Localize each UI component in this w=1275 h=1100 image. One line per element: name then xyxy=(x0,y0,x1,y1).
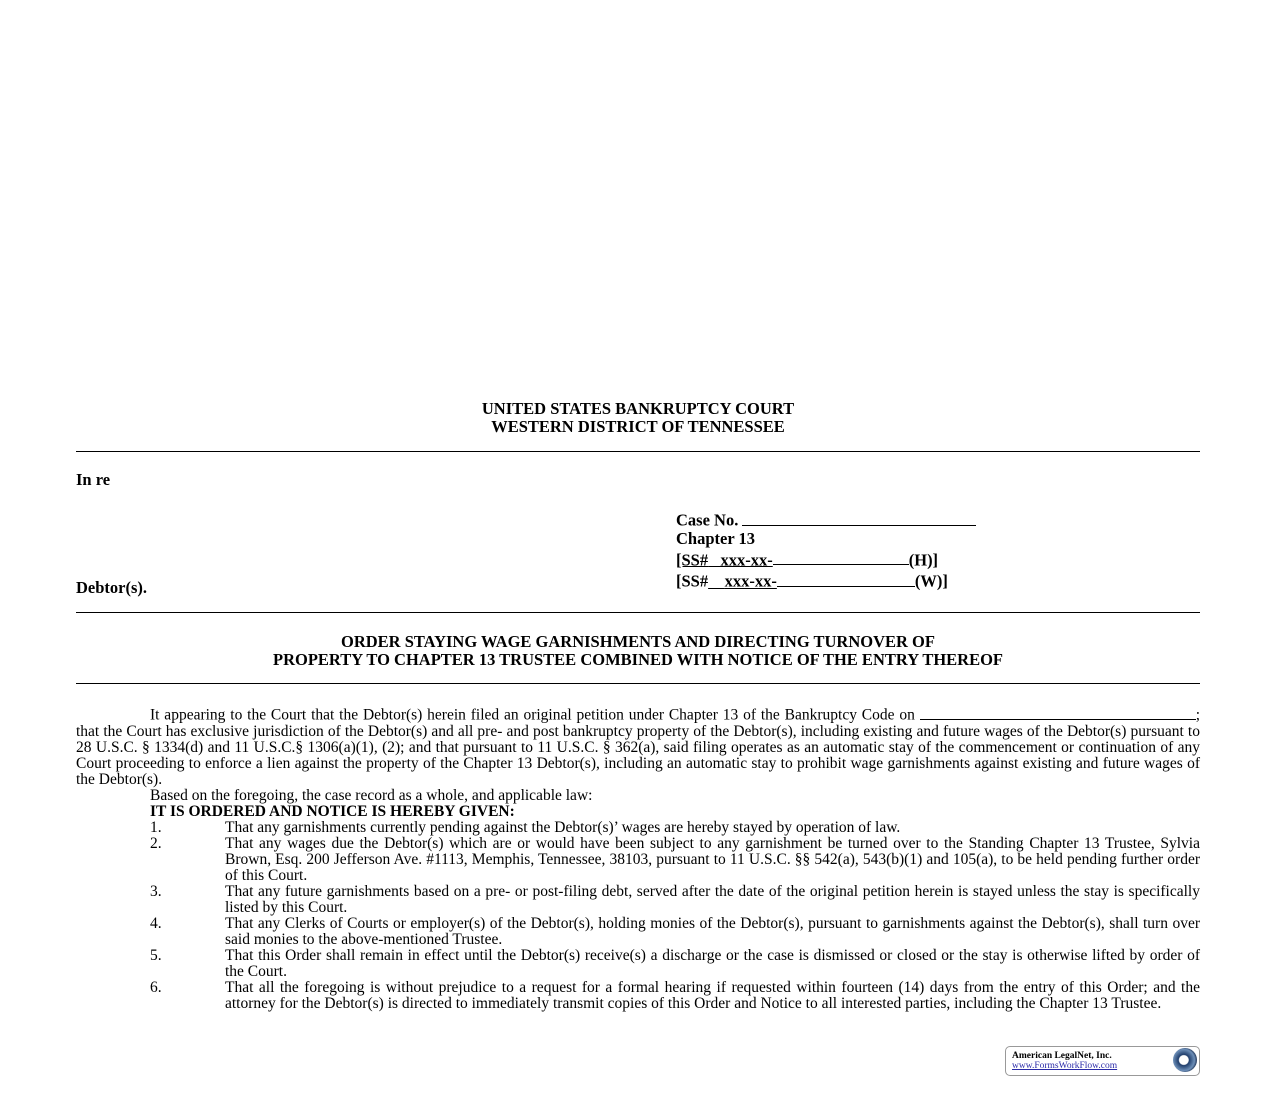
chapter-label: Chapter 13 xyxy=(676,528,755,548)
globe-icon xyxy=(1173,1048,1197,1072)
item-number: 6. xyxy=(150,978,162,996)
item-number: 3. xyxy=(150,882,162,900)
order-item xyxy=(76,836,1200,884)
item-text: That this Order shall remain in effect until the Debtor(s) receive(s) a discharge or the case is dismissed or closed or the stay is otherwise lifted by order of the Court. xyxy=(225,946,1200,980)
order-body xyxy=(76,703,1200,1012)
ss-h-suffix: (H)] xyxy=(908,550,939,569)
item-number: 5. xyxy=(150,946,162,964)
order-title-line1: ORDER STAYING WAGE GARNISHMENTS AND DIRECTING TURNOVER OF xyxy=(341,632,935,651)
petition-date-field[interactable] xyxy=(920,703,1196,720)
logo-company: American LegalNet, Inc. xyxy=(1012,1051,1112,1061)
ss-h-prefix: [SS# xyxy=(676,550,709,569)
ss-h-mask: xxx-xx- xyxy=(720,550,773,569)
based-on-text: Based on the foregoing, the case record as a whole, and applicable law: xyxy=(150,786,593,804)
ss-w-prefix: [SS# xyxy=(676,571,709,591)
intro-text-cont: ; that the Court has exclusive jurisdiction of the Debtor(s) and all pre- and post bankruptcy property of the Debtor(s), including existing and future wages of the Debtor(s) pursuant to 28 U.S.C. § 1334(d) and 11 U.S.C.§ 1306(a)(1), (2); and that pursuant to 11 U.S.C. § 362(a), said filing operates as an automatic stay of the commencement or continuation of any Court proceeding to enforce a lien against the property of the Chapter 13 Debtor(s), including an automatic stay to prohibit wage garnishments against existing and future wages of the Debtor(s). xyxy=(76,706,1201,788)
item-number: 2. xyxy=(150,834,162,852)
order-item xyxy=(76,916,1200,948)
logo-link[interactable]: www.FormsWorkFlow.com xyxy=(1012,1061,1118,1071)
ss-w-mask: xxx-xx- xyxy=(724,571,777,591)
in-re-label: In re xyxy=(76,470,111,489)
order-item xyxy=(76,980,1200,1012)
item-text: That any wages due the Debtor(s) which are or would have been subject to any garnishment be turned over to the Standing Chapter 13 Trustee, Sylvia Brown, Esq. 200 Jefferson Ave. #1113, Memphis, Tennessee, 38103, pursuant to 11 U.S.C. §§ 542(a), 543(b)(1) and 105(a), to be held pending further order of this Court. xyxy=(225,834,1200,884)
case-no-label: Case No. xyxy=(676,510,739,530)
item-number: 1. xyxy=(150,818,162,836)
ss-h-field[interactable] xyxy=(773,548,909,566)
debtors-label: Debtor(s). xyxy=(76,578,148,597)
ordered-heading: IT IS ORDERED AND NOTICE IS HEREBY GIVEN: xyxy=(150,802,515,820)
item-text: That any Clerks of Courts or employer(s) of the Debtor(s), holding monies of the Debtor(s), pursuant to garnishments against the Debtor(s), shall turn over said monies to the above-mentioned Trustee. xyxy=(225,914,1200,948)
item-text: That any garnishments currently pending against the Debtor(s)’ wages are hereby stayed by operation of law. xyxy=(225,818,901,836)
court-district: WESTERN DISTRICT OF TENNESSEE xyxy=(491,417,785,436)
divider xyxy=(76,451,1200,452)
ss-w-suffix: (W)] xyxy=(914,571,948,591)
divider xyxy=(76,612,1200,613)
case-block xyxy=(676,508,976,591)
order-item xyxy=(76,948,1200,980)
order-item xyxy=(76,884,1200,916)
case-no-field[interactable] xyxy=(742,508,976,526)
court-name: UNITED STATES BANKRUPTCY COURT xyxy=(481,399,795,418)
item-number: 4. xyxy=(150,914,162,932)
intro-text: It appearing to the Court that the Debtor(s) herein filed an original petition under Chapter 13 of the Bankruptcy Code on xyxy=(150,706,915,724)
item-text: That all the foregoing is without prejudice to a request for a formal hearing if requested within fourteen (14) days from the entry of this Order; and the attorney for the Debtor(s) is directed to immediately transmit copies of this Order and Notice to all interested parties, including the Chapter 13 Trustee. xyxy=(225,978,1200,1012)
order-items xyxy=(76,820,1200,1012)
item-text: That any future garnishments based on a pre- or post-filing debt, served after the date of the original petition herein is stayed unless the stay is specifically listed by this Court. xyxy=(225,882,1200,916)
divider xyxy=(76,683,1200,684)
ss-w-field[interactable] xyxy=(777,569,915,587)
order-title-line2: PROPERTY TO CHAPTER 13 TRUSTEE COMBINED WITH NOTICE OF THE ENTRY THEREOF xyxy=(272,650,1004,669)
americanlegalnet-badge[interactable] xyxy=(1005,1046,1200,1076)
order-item xyxy=(76,820,1200,836)
intro-paragraph xyxy=(76,703,1200,788)
